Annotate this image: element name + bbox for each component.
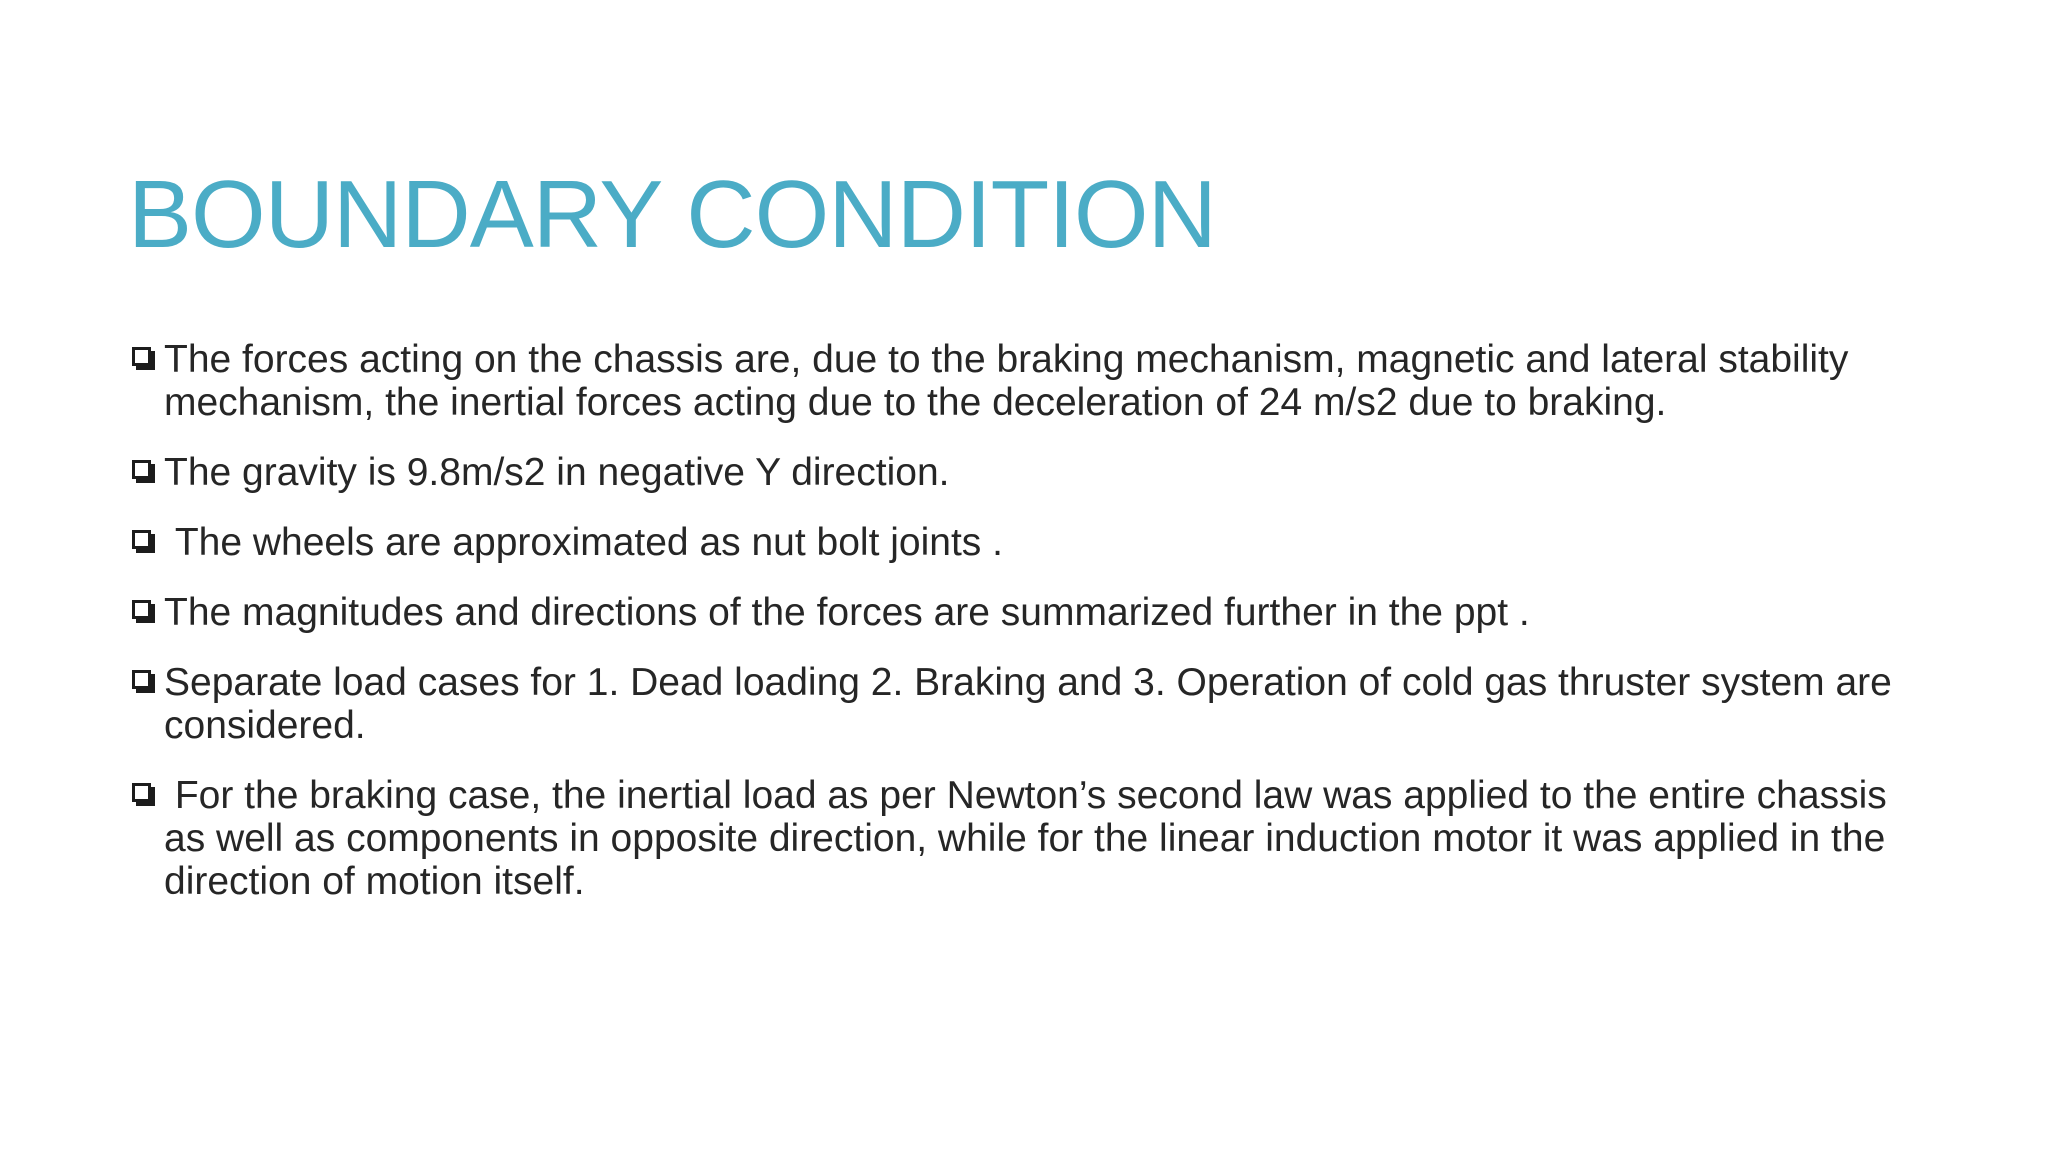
bullet-text: The gravity is 9.8m/s2 in negative Y direction. <box>164 451 950 494</box>
square-bullet-icon <box>130 661 164 704</box>
square-bullet-icon <box>130 591 164 634</box>
bullet-item <box>130 661 1920 747</box>
bullet-text: The magnitudes and directions of the forces are summarized further in the ppt . <box>164 591 1530 634</box>
bullet-text: The forces acting on the chassis are, due to the braking mechanism, magnetic and lateral stability mechanism, the inertial forces acting due to the deceleration of 24 m/s2 due to braking. <box>164 338 1860 424</box>
bullet-text: The wheels are approximated as nut bolt joints . <box>164 521 1003 564</box>
slide-title: BOUNDARY CONDITION <box>128 161 1216 268</box>
square-bullet-icon <box>130 521 164 564</box>
bullet-item <box>130 774 1920 903</box>
bullet-item <box>130 451 1920 494</box>
bullet-text: For the braking case, the inertial load as per Newton’s second law was applied to the entire chassis as well as components in opposite direction, while for the linear induction motor it was applied in the direction of motion itself. <box>164 774 1898 903</box>
bullet-item <box>130 338 1920 424</box>
bullet-item <box>130 521 1920 564</box>
bullet-item <box>130 591 1920 634</box>
bullet-list <box>130 338 1920 930</box>
bullet-text: Separate load cases for 1. Dead loading 2. Braking and 3. Operation of cold gas thruster system are considered. <box>164 661 1903 747</box>
square-bullet-icon <box>130 774 164 817</box>
square-bullet-icon <box>130 338 164 381</box>
square-bullet-icon <box>130 451 164 494</box>
